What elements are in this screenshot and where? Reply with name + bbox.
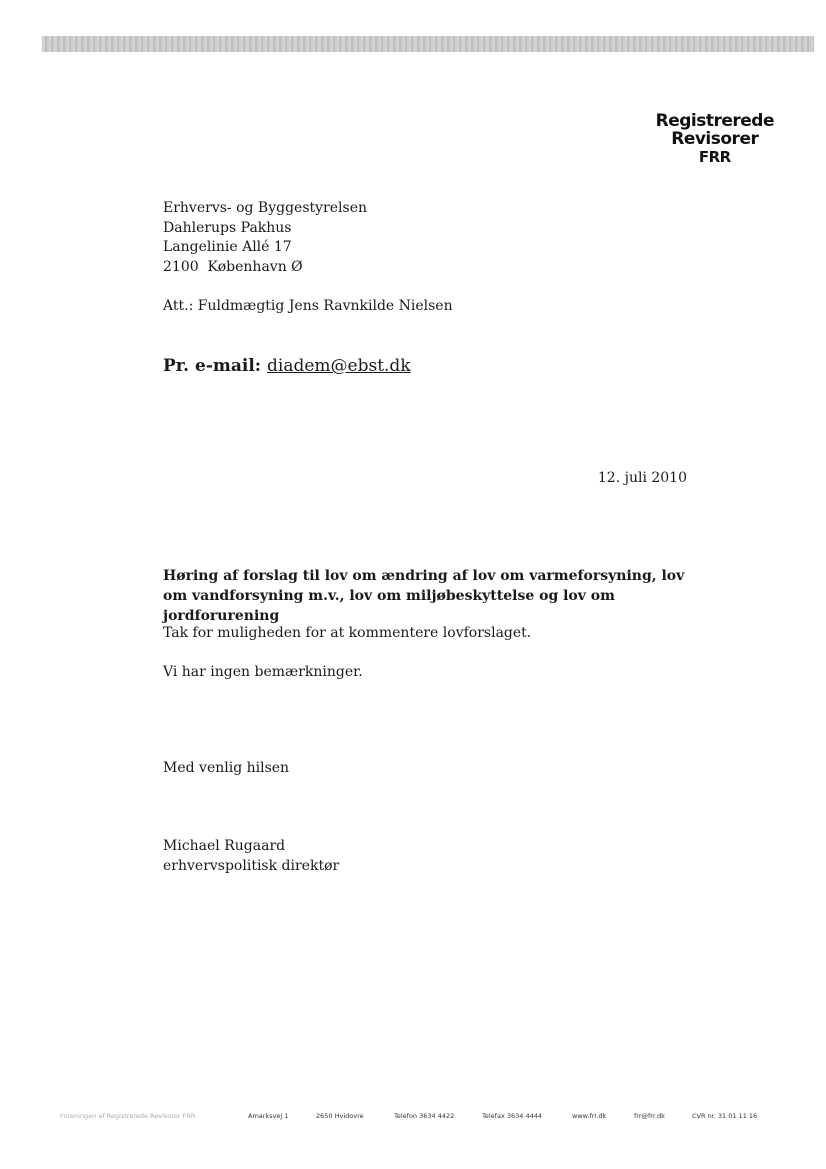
- footer-web[interactable]: www.frr.dk: [572, 1112, 607, 1120]
- recipient-line-1: Erhvervs- og Byggestyrelsen: [163, 200, 367, 216]
- attention-line: Att.: Fuldmægtig Jens Ravnkilde Nielsen: [163, 298, 453, 314]
- footer-street: Amarksvej 1: [248, 1112, 289, 1120]
- body-paragraph-1: Tak for muligheden for at kommentere lovforslaget.: [163, 625, 532, 641]
- logo-line-2: Revisorer: [671, 129, 759, 149]
- footer-organization: Foreningen af Registrerede Revisorer FRR: [60, 1112, 196, 1120]
- closing-greeting: Med venlig hilsen: [163, 760, 290, 776]
- recipient-line-3: Langelinie Allé 17: [163, 239, 292, 255]
- signature-block: [163, 837, 339, 876]
- recipient-line-4: 2100 København Ø: [163, 258, 303, 275]
- footer-fax: Telefax 3634 4444: [482, 1112, 543, 1120]
- email-link[interactable]: diadem@ebst.dk: [267, 356, 411, 376]
- logo-line-3: FRR: [698, 148, 731, 166]
- footer-email[interactable]: frr@frr.dk: [634, 1112, 665, 1120]
- footer-cvr: CVR nr. 31 01 11 16: [692, 1112, 758, 1120]
- letter-subject: Høring af forslag til lov om ændring af lov om varmeforsyning, lov om vandforsyning m.v., lov om miljøbeskyttelse og lov om jordforurening: [163, 568, 685, 624]
- recipient-address: [163, 199, 367, 277]
- footer-phone: Telefon 3634 4422: [394, 1112, 455, 1120]
- recipient-line-2: Dahlerups Pakhus: [163, 219, 292, 236]
- signer-title: erhvervspolitisk direktør: [163, 857, 340, 874]
- body-paragraph-2: Vi har ingen bemærkninger.: [163, 664, 363, 680]
- letter-date: 12. juli 2010: [597, 470, 687, 486]
- logo-line-1: Registrerede: [655, 111, 774, 131]
- email-label: Pr. e-mail:: [163, 356, 262, 376]
- signer-name: Michael Rugaard: [163, 838, 286, 854]
- email-line: [163, 356, 411, 376]
- footer-city: 2650 Hvidovre: [316, 1112, 364, 1120]
- frr-logo: [656, 112, 774, 166]
- scan-artifact-bar: [42, 36, 814, 52]
